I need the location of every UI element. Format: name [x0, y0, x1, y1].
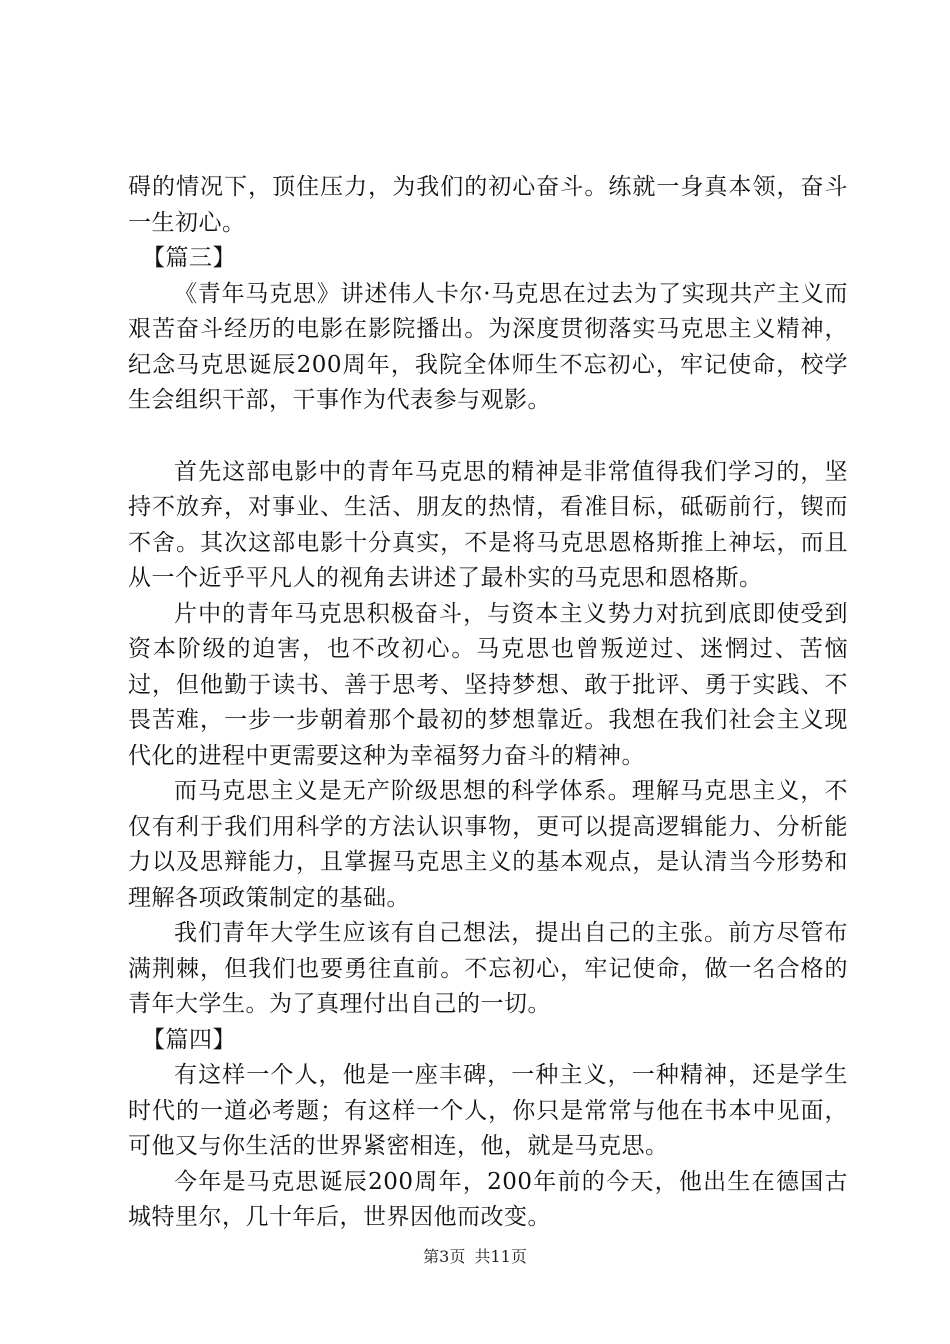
paragraph-continued: 碍的情况下，顶住压力，为我们的初心奋斗。练就一身真本领，奋斗一生初心。: [128, 174, 848, 236]
paragraph: 首先这部电影中的青年马克思的精神是非常值得我们学习的，坚持不放弃，对事业、生活、朋友的热情，看准目标，砥砺前行，锲而不舍。其次这部电影十分真实，不是将马克思恩格斯推上神坛，而且从一个近乎平凡人的视角去讲述了最朴实的马克思和恩格斯。: [128, 458, 848, 591]
section-heading-4: 【篇四】: [142, 1026, 236, 1053]
paragraph: 《青年马克思》讲述伟人卡尔·马克思在过去为了实现共产主义而艰苦奋斗经历的电影在影院播出。为深度贯彻落实马克思主义精神，纪念马克思诞辰200周年，我院全体师生不忘初心，牢记使命，校学生会组织干部，干事作为代表参与观影。: [128, 280, 848, 413]
paragraph: 有这样一个人，他是一座丰碑，一种主义，一种精神，还是学生时代的一道必考题；有这样一个人，你只是常常与他在书本中见面，可他又与你生活的世界紧密相连，他，就是马克思。: [128, 1062, 848, 1159]
page-total: 共11页: [474, 1247, 527, 1266]
paragraph-gap: [128, 419, 848, 455]
page-footer: [0, 1244, 950, 1267]
document-body: [128, 170, 848, 1236]
section-heading-3: 【篇三】: [142, 245, 236, 271]
paragraph: 我们青年大学生应该有自己想法，提出自己的主张。前方尽管布满荆棘，但我们也要勇往直前。不忘初心，牢记使命，做一名合格的青年大学生。为了真理付出自己的一切。: [128, 920, 848, 1017]
paragraph: 今年是马克思诞辰200周年，200年前的今天，他出生在德国古城特里尔，几十年后，世界因他而改变。: [128, 1168, 848, 1230]
paragraph: 片中的青年马克思积极奋斗，与资本主义势力对抗到底即使受到资本阶级的迫害，也不改初心。马克思也曾叛逆过、迷惘过、苦恼过，但他勤于读书、善于思考、坚持梦想、敢于批评、勇于实践、不畏苦难，一步一步朝着那个最初的梦想靠近。我想在我们社会主义现代化的进程中更需要这种为幸福努力奋斗的精神。: [128, 600, 848, 769]
page-number: 第3页: [423, 1247, 466, 1266]
paragraph: 而马克思主义是无产阶级思想的科学体系。理解马克思主义，不仅有利于我们用科学的方法认识事物，更可以提高逻辑能力、分析能力以及思辩能力，且掌握马克思主义的基本观点，是认清当今形势和理解各项政策制定的基础。: [128, 778, 848, 911]
